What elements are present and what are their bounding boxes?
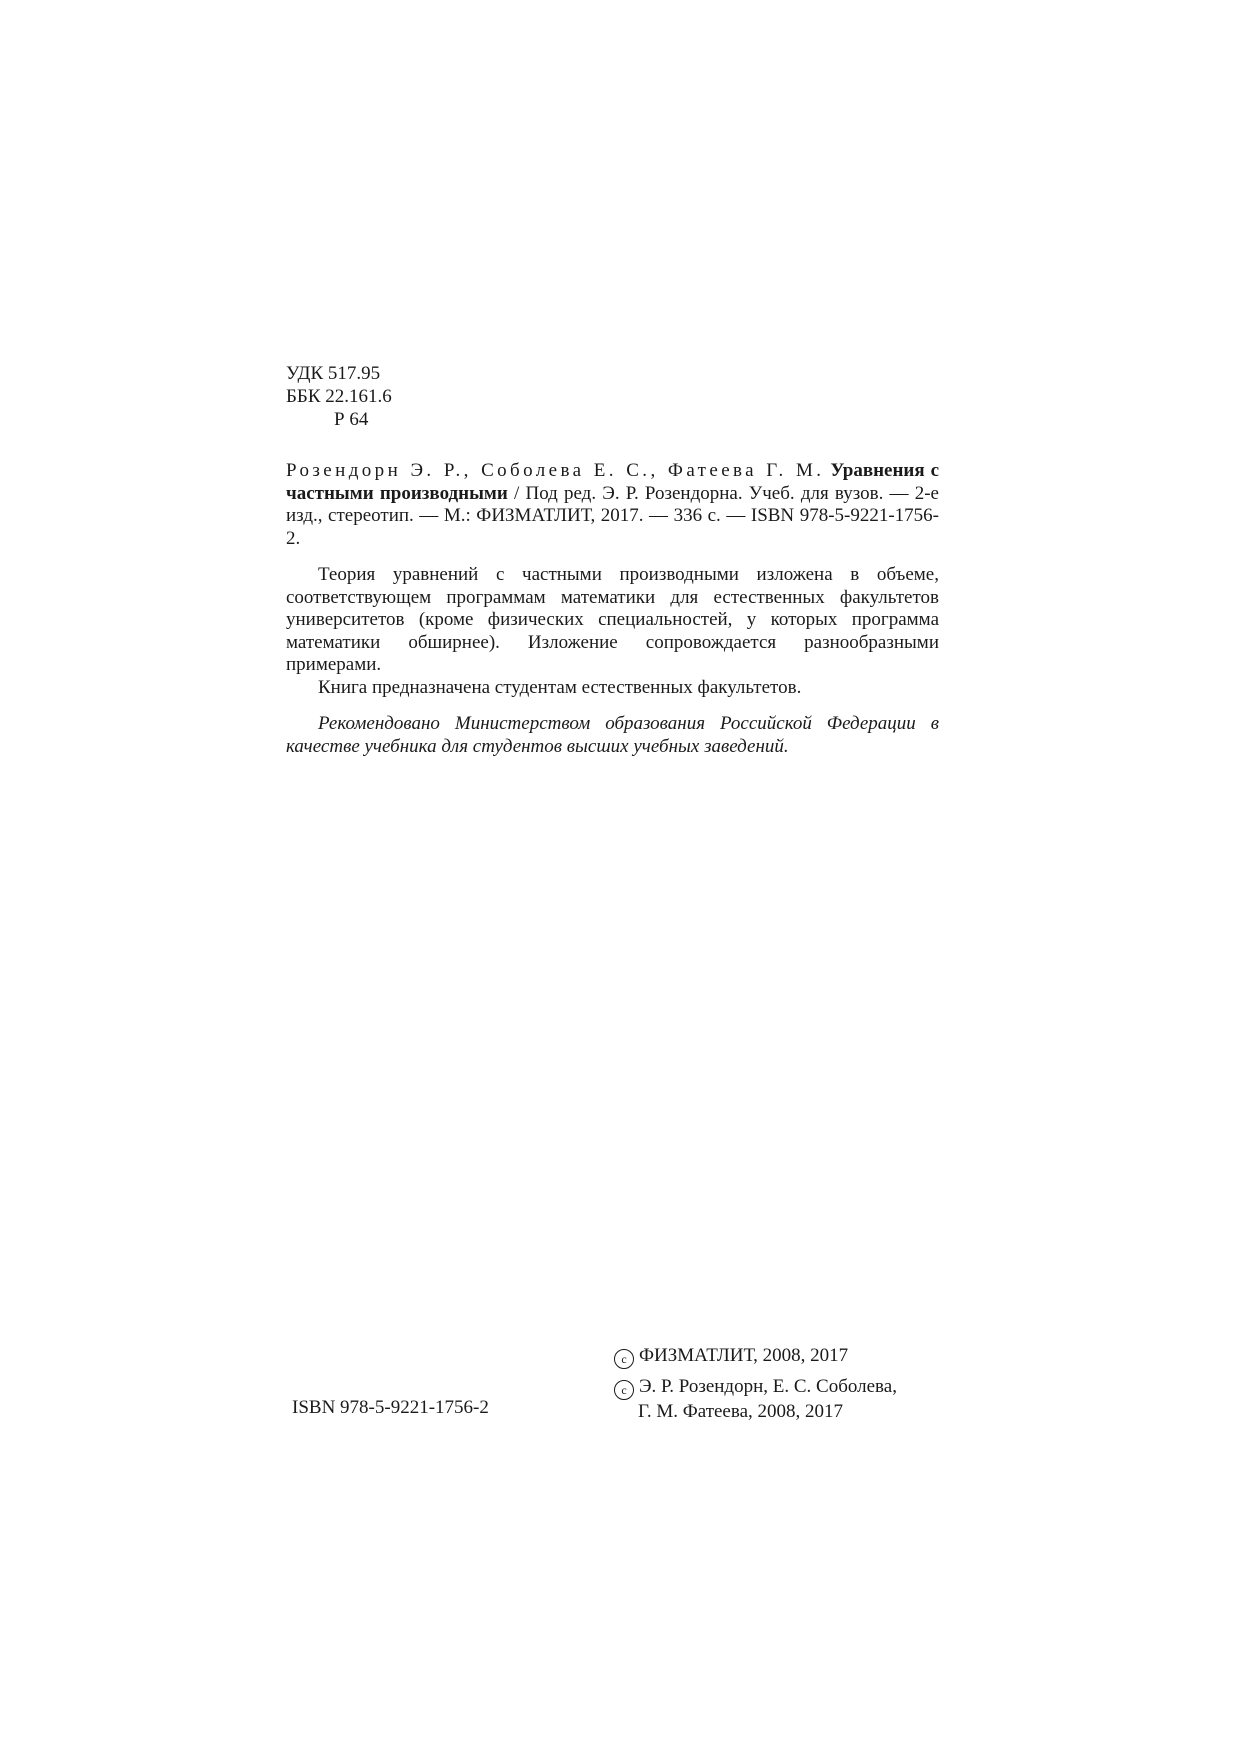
bbk-code: ББК 22.161.6 [286, 386, 392, 407]
annotation-block [286, 460, 939, 758]
abstract: Теория уравнений с частными производными изложена в объеме, соответствующем программам математики для естественных факультетов университетов (кроме физических специальностей, у которых программа математики обширнее). Изложение сопровождается разнообразными примерами. [286, 564, 939, 675]
authors: Розендорн Э. Р., Соболева Е. С., Фатеева Г. М. [286, 460, 825, 481]
bibliographic-record [286, 460, 939, 550]
copyright-icon: c [614, 1349, 634, 1369]
publication-details: / Под ред. Э. Р. Розендорна. Учеб. для вузов. — 2-е изд., стереотип. — М.: ФИЗМАТЛИТ, 2017. — 336 с. — ISBN 978-5-9221-1756-2. [286, 482, 939, 549]
audience-note: Книга предназначена студентам естественных факультетов. [318, 676, 802, 698]
copyright-publisher-line [614, 1344, 897, 1369]
udk-code: УДК 517.95 [286, 363, 381, 384]
copyright-authors-continued: Г. М. Фатеева, 2008, 2017 [638, 1401, 844, 1422]
copyright-publisher: ФИЗМАТЛИТ, 2008, 2017 [639, 1345, 849, 1366]
recommendation: Рекомендовано Министерством образования Российской Федерации в качестве учебника для студентов высших учебных заведений. [286, 713, 939, 757]
author-mark: Р 64 [334, 409, 369, 430]
isbn-footer: ISBN 978-5-9221-1756-2 [292, 1397, 489, 1418]
copyright-block [614, 1344, 897, 1423]
book-title: Уравнения с частными производными [286, 460, 940, 504]
copyright-authors-1: Э. Р. Розендорн, Е. С. Соболева, [639, 1376, 897, 1397]
copyright-authors-line [614, 1375, 897, 1400]
copyright-icon: c [614, 1380, 634, 1400]
classification-block [286, 362, 392, 431]
